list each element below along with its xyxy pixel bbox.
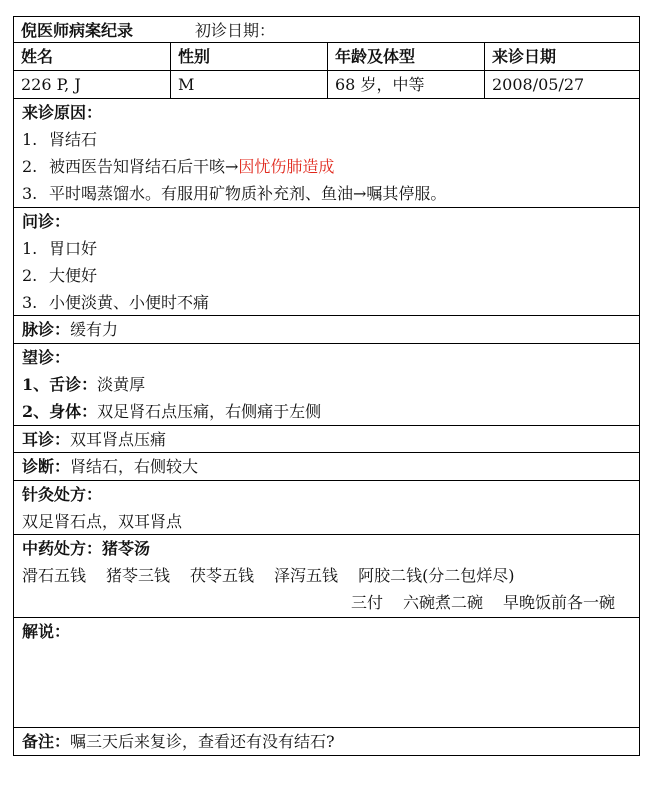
list-item: 六碗煮二碗 (402, 593, 483, 612)
herb-list (14, 562, 639, 589)
list-item: 猪苓三钱 (106, 566, 171, 585)
patient-info-table (13, 43, 640, 99)
list-item: 三付 (350, 593, 383, 612)
note-value: 嘱三天后来复诊，查看还有没有结石? (70, 732, 335, 751)
list-item: 2. 大便好 (22, 266, 98, 285)
patient-age-build-value: 68 岁，中等 (328, 71, 485, 98)
ear-value: 双耳肾点压痛 (70, 430, 167, 449)
observation-section (13, 344, 640, 426)
diagnosis-label: 诊断： (22, 457, 71, 476)
patient-info-value-row (14, 71, 639, 98)
record-title: 倪医师病案纪录 (21, 21, 134, 40)
reason-label: 来诊原因： (22, 103, 103, 122)
ear-section (13, 426, 640, 453)
acupuncture-label: 针灸处方： (22, 485, 103, 504)
first-visit-date-label: 初诊日期： (195, 21, 276, 40)
list-item: 1、舌诊：淡黄厚 (22, 375, 146, 394)
inquiry-label: 问诊： (22, 212, 71, 231)
herbal-label: 中药处方：猪苓汤 (22, 539, 151, 558)
highlighted-cause: 因忧伤肺造成 (238, 157, 335, 176)
acupuncture-section (13, 481, 640, 535)
patient-sex-value: M (171, 71, 328, 98)
diagnosis-value: 肾结石，右侧较大 (70, 457, 199, 476)
list-item: 滑石五钱 (22, 566, 87, 585)
column-header-sex: 性别 (171, 43, 328, 70)
acupuncture-value: 双足肾石点，双耳肾点 (22, 512, 183, 531)
diagnosis-section (13, 453, 640, 481)
column-header-age-build: 年龄及体型 (328, 43, 485, 70)
list-item: 阿胶二钱(分二包烊尽) (358, 566, 515, 585)
list-item: 3. 小便淡黄、小便时不痛 (22, 293, 210, 312)
explanation-section (13, 618, 640, 728)
list-item: 早晚饭前各一碗 (502, 593, 615, 612)
pulse-value: 缓有力 (70, 320, 119, 339)
list-item: 3. 平时喝蒸馏水。有服用矿物质补充剂、鱼油→嘱其停服。 (22, 184, 447, 203)
case-record-form (13, 16, 640, 756)
explanation-label: 解说： (22, 622, 71, 641)
list-item: 1. 胃口好 (22, 239, 98, 258)
ear-label: 耳诊： (22, 430, 71, 449)
herbal-section (13, 535, 640, 618)
observation-label: 望诊： (22, 348, 71, 367)
note-section (13, 728, 640, 756)
list-item: 2、身体：双足肾石点压痛，右侧痛于左侧 (22, 402, 322, 421)
list-item: 泽泻五钱 (274, 566, 339, 585)
record-header (13, 16, 640, 43)
inquiry-section (13, 208, 640, 316)
list-item: 茯苓五钱 (190, 566, 255, 585)
column-header-name: 姓名 (14, 43, 171, 70)
visit-date-value: 2008/05/27 (492, 75, 585, 94)
pulse-section (13, 316, 640, 344)
patient-info-header-row (14, 43, 639, 71)
dosage-instructions (14, 589, 639, 616)
reason-section (13, 99, 640, 208)
pulse-label: 脉诊： (22, 320, 71, 339)
column-header-visit-date: 来诊日期 (492, 47, 557, 66)
note-label: 备注： (22, 732, 71, 751)
list-item: 2. 被西医告知肾结石后干咳→因忧伤肺造成 (22, 157, 335, 176)
patient-name-value: 226 P, J (14, 71, 171, 98)
list-item: 1. 肾结石 (22, 130, 98, 149)
